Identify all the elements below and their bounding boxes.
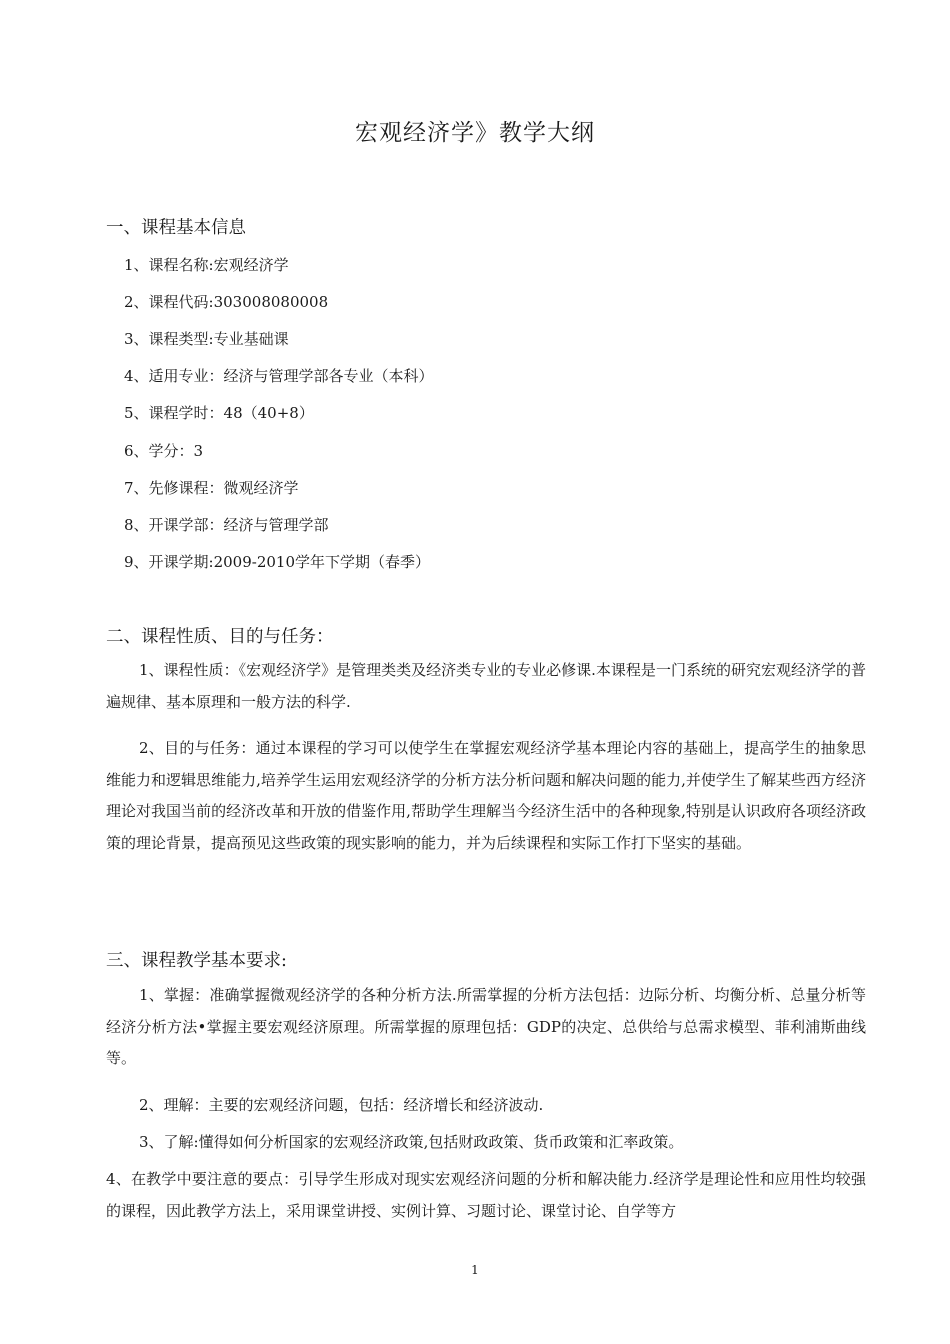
section-heading-nature: 二、课程性质、目的与任务： [106, 627, 334, 647]
paragraph-purpose-task [106, 733, 866, 859]
info-item-applicable-major: 4、适用专业：经济与管理学部各专业（本科） [124, 367, 434, 385]
section-heading-basic-info: 一、课程基本信息 [106, 218, 246, 238]
paragraph-text: 2、理解：主要的宏观经济问题，包括：经济增长和经济波动. [139, 1096, 544, 1114]
section-heading-requirements: 三、课程教学基本要求: [106, 951, 287, 971]
paragraph-course-nature [106, 655, 866, 718]
info-item-course-code: 2、课程代码:303008080008 [124, 293, 329, 311]
paragraph-text: 1、掌握：准确掌握微观经济学的各种分析方法.所需掌握的分析方法包括：边际分析、均衡分析、总量分析等经济分析方法•掌握主要宏观经济原理。所需掌握的原理包括：GDP的决定、总供给与总需求模型、菲利浦斯曲线等。 [106, 986, 866, 1067]
paragraph-master [106, 980, 866, 1075]
info-item-course-type: 3、课程类型:专业基础课 [124, 330, 289, 348]
info-item-credits: 6、学分：3 [124, 442, 204, 460]
paragraph-understand [106, 1090, 866, 1122]
info-item-course-hours: 5、课程学时：48（40+8） [124, 404, 314, 422]
paragraph-text: 2、目的与任务：通过本课程的学习可以使学生在掌握宏观经济学基本理论内容的基础上，提高学生的抽象思维能力和逻辑思维能力,培养学生运用宏观经济学的分析方法分析问题和解决问题的能力,并使学生了解某些西方经济理论对我国当前的经济改革和开放的借鉴作用,帮助学生理解当今经济生活中的各种现象,特别是认识政府各项经济政策的理论背景，提高预见这些政策的现实影响的能力，并为后续课程和实际工作打下坚实的基础。 [106, 739, 866, 852]
info-item-course-name: 1、课程名称:宏观经济学 [124, 256, 289, 274]
page-title: 宏观经济学》教学大纲 [355, 120, 595, 146]
info-item-prerequisite: 7、先修课程：微观经济学 [124, 479, 299, 497]
page-number: 1 [471, 1263, 479, 1277]
paragraph-text: 1、课程性质：《宏观经济学》是管理类类及经济类专业的专业必修课.本课程是一门系统的研究宏观经济学的普遍规律、基本原理和一般方法的科学. [106, 661, 866, 711]
info-item-department: 8、开课学部：经济与管理学部 [124, 516, 329, 534]
paragraph-teaching-points: 4、在教学中要注意的要点：引导学生形成对现实宏观经济问题的分析和解决能力.经济学是理论性和应用性均较强的课程，因此教学方法上，采用课堂讲授、实例计算、习题讨论、课堂讨论、自学等方 [106, 1170, 866, 1220]
paragraph-know [106, 1127, 866, 1159]
info-item-semester: 9、开课学期:2009-2010学年下学期（春季） [124, 553, 431, 571]
paragraph-text: 3、了解:懂得如何分析国家的宏观经济政策,包括财政政策、货币政策和汇率政策。 [139, 1133, 684, 1151]
